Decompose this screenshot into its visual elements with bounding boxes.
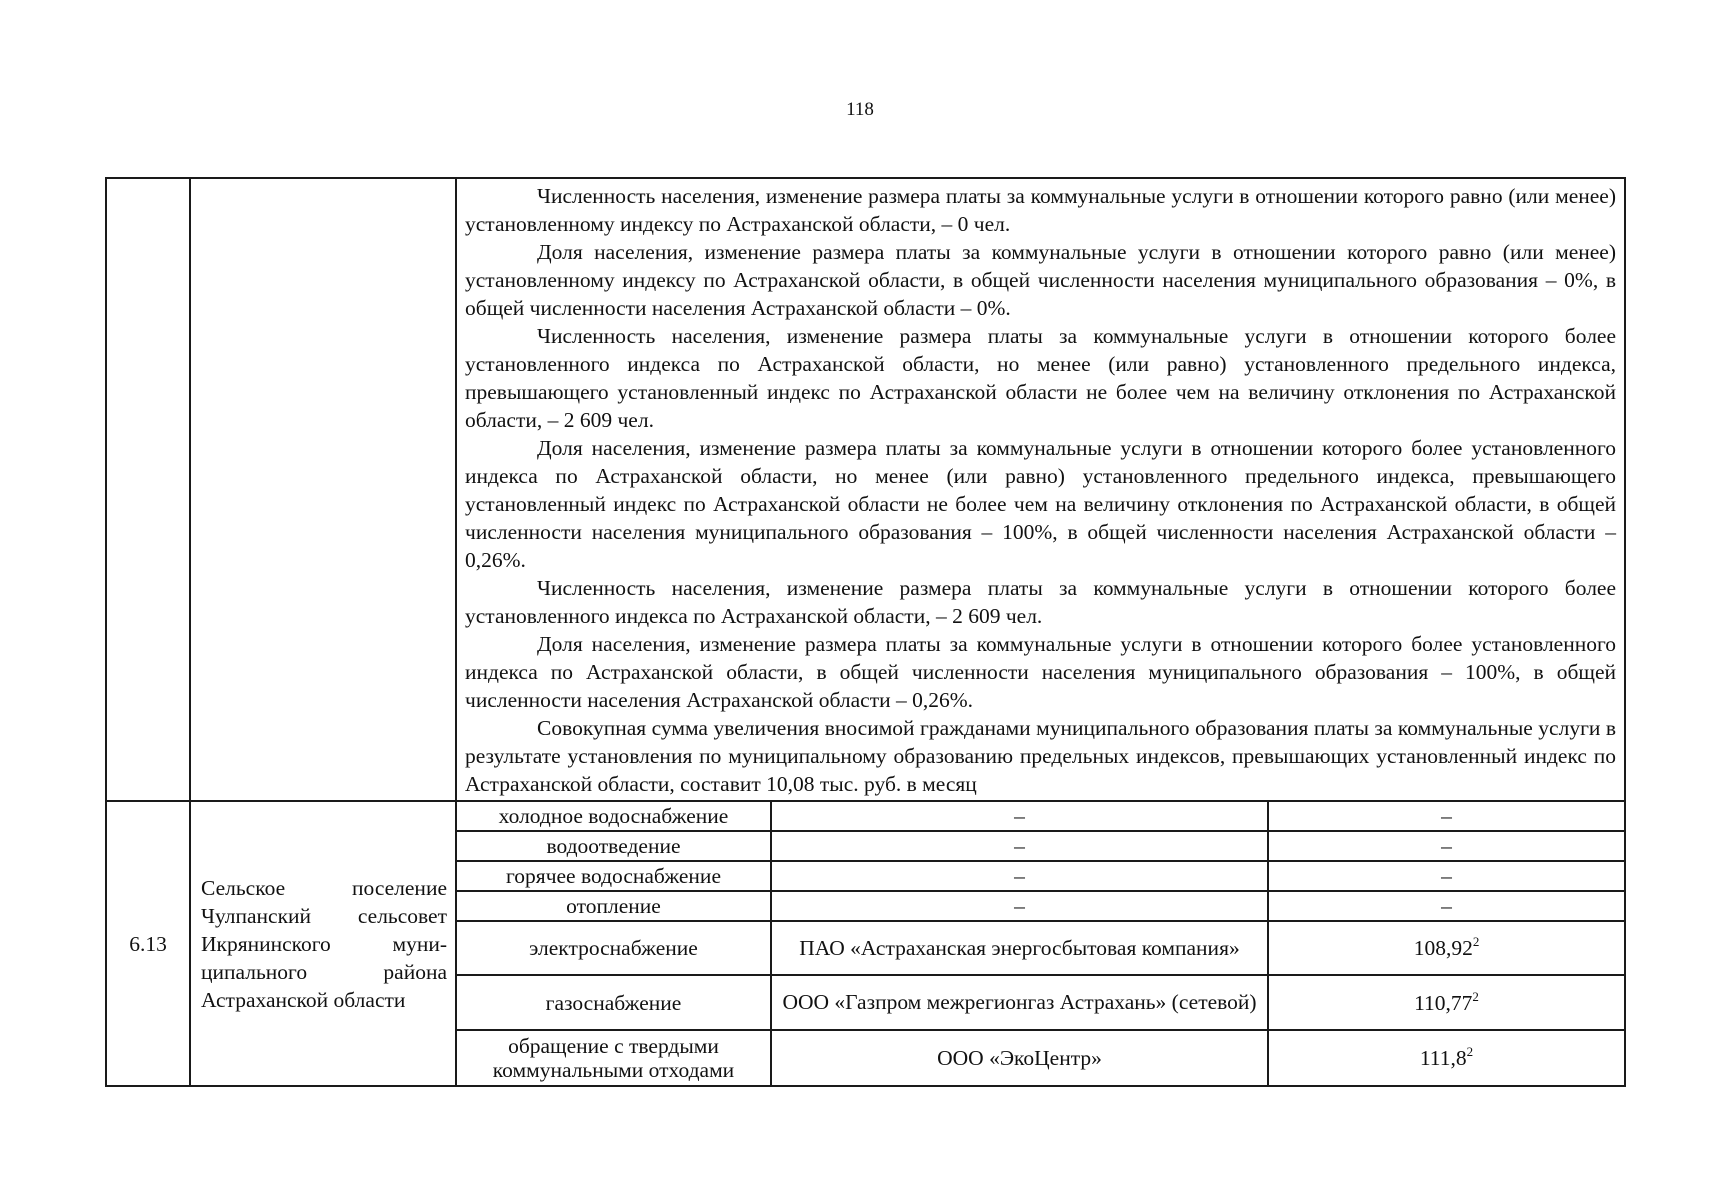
continuation-row (106, 178, 1625, 801)
paragraph-share-within-limit: Доля населения, изменение размера платы за коммунальные услуги в отношении которого более установленного индекса по Астраханской области, но менее (или равно) установленного предельного индекса, превышающего установленный индекс по Астраханской области не более чем на величину отклонения по Астраханской области, в общей численности населения муниципального образования – 100%, в общей численности населения Астраханской области – 0,26%. (465, 436, 1617, 572)
service-name: газоснабжение (456, 975, 771, 1030)
continuation-name-cell (190, 178, 456, 801)
page-number: 118 (846, 99, 874, 120)
municipality-name-line: Чулпанский сельсовет (201, 903, 447, 928)
service-name: водоотведение (456, 831, 771, 861)
index-value-number: 111,8 (1419, 1046, 1467, 1070)
index-value (1268, 861, 1625, 891)
municipality-name-line: ципального района (201, 959, 447, 984)
index-value-number: 108,92 (1413, 936, 1473, 960)
municipality-name (190, 801, 456, 1086)
municipality-name-line: Астраханской области (201, 987, 406, 1012)
provider-name: – (771, 801, 1268, 831)
index-value-number: – (1441, 864, 1452, 888)
provider-name: ПАО «Астраханская энергосбытовая компания» (771, 921, 1268, 975)
continuation-number-cell (106, 178, 190, 801)
municipality-name-line: Сельское поселение (201, 875, 447, 900)
index-value-number: – (1441, 804, 1452, 828)
index-value (1268, 921, 1625, 975)
provider-name: – (771, 861, 1268, 891)
municipality-name-line: Икрянинского муни- (201, 931, 447, 956)
footnote-mark: 2 (1466, 1044, 1474, 1059)
paragraph-share-equal: Доля населения, изменение размера платы за коммунальные услуги в отношении которого равно (или менее) установленному индексу по Астраханской области, в общей численности населения муниципального образования – 0%, в общей численности населения Астраханской области – 0%. (465, 240, 1617, 320)
footnote-mark: 2 (1472, 934, 1480, 949)
paragraph-total-increase: Совокупная сумма увеличения вносимой гражданами муниципального образования платы за коммунальные услуги в результате установления по муниципальному образованию предельных индексов, превышающих установленный индекс по Астраханской области, составит 10,08 тыс. руб. в месяц (465, 716, 1617, 796)
service-name: холодное водоснабжение (456, 801, 771, 831)
index-value (1268, 801, 1625, 831)
index-value (1268, 975, 1625, 1030)
continuation-text-cell (456, 178, 1625, 801)
index-value (1268, 831, 1625, 861)
service-name: электроснабжение (456, 921, 771, 975)
paragraph-population-equal: Численность населения, изменение размера платы за коммунальные услуги в отношении которого равно (или менее) установленному индексу по Астраханской области, – 0 чел. (465, 184, 1617, 236)
index-value-number: 110,77 (1414, 990, 1473, 1015)
index-value-number: – (1441, 894, 1452, 918)
paragraph-population-above-index: Численность населения, изменение размера платы за коммунальные услуги в отношении которого более установленного индекса по Астраханской области, – 2 609 чел. (465, 576, 1617, 628)
footnote-mark: 2 (1472, 988, 1479, 1004)
index-value-number: – (1441, 834, 1452, 858)
service-name: горячее водоснабжение (456, 861, 771, 891)
paragraph-share-above-index: Доля населения, изменение размера платы за коммунальные услуги в отношении которого более установленного индекса по Астраханской области, в общей численности населения муниципального образования – 100%, в общей численности населения Астраханской области – 0,26%. (465, 632, 1617, 712)
tariff-table (105, 177, 1626, 1087)
index-value (1268, 1030, 1625, 1086)
table-row (106, 801, 1625, 831)
entry-number: 6.13 (106, 801, 190, 1086)
paragraph-population-within-limit: Численность населения, изменение размера платы за коммунальные услуги в отношении которого более установленного индекса по Астраханской области, но менее (или равно) установленного предельного индекса, превышающего установленный индекс по Астраханской области не более чем на величину отклонения по Астраханской области, – 2 609 чел. (465, 324, 1617, 432)
service-name: обращение с твердыми коммунальными отходами (456, 1030, 771, 1086)
provider-name: ООО «ЭкоЦентр» (771, 1030, 1268, 1086)
provider-name: – (771, 831, 1268, 861)
service-name: отопление (456, 891, 771, 921)
index-value (1268, 891, 1625, 921)
provider-name: – (771, 891, 1268, 921)
provider-name: ООО «Газпром межрегионгаз Астрахань» (сетевой) (771, 975, 1268, 1030)
